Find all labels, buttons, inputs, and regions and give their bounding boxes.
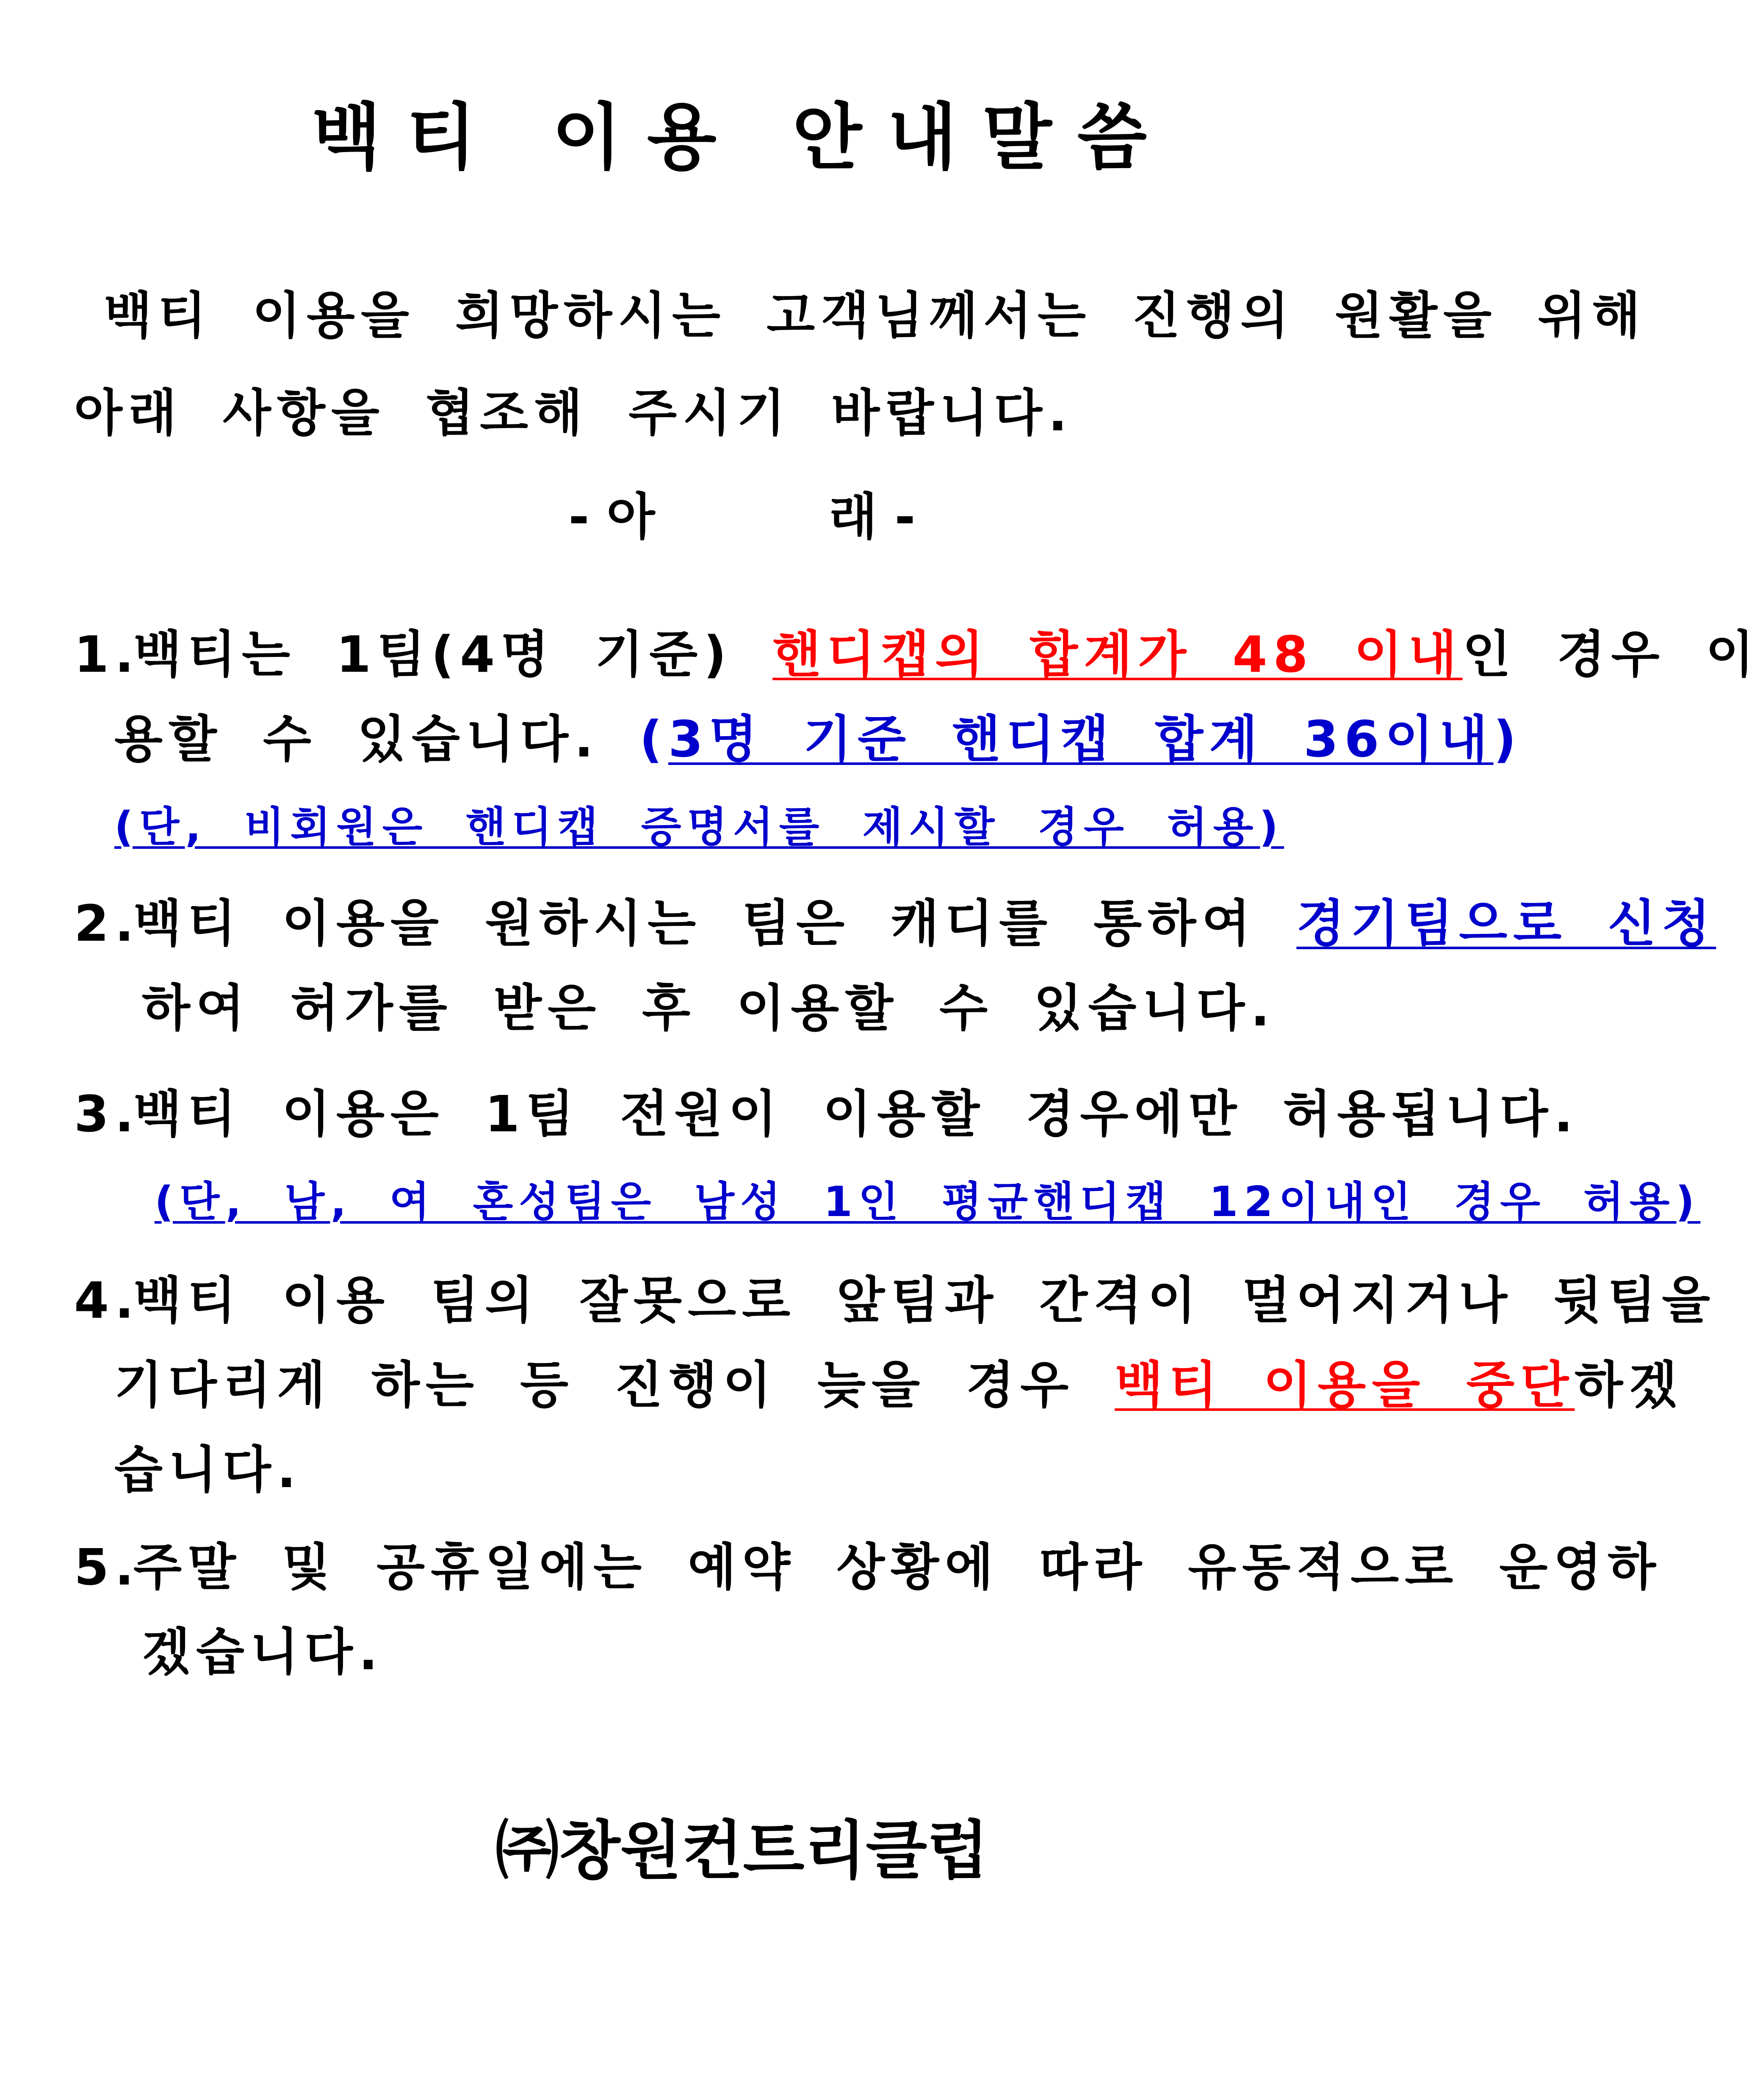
item-number: 5. bbox=[74, 1538, 140, 1596]
item-text: 백티 이용 팀의 잘못으로 앞팀과 간격이 멀어지거나 뒷팀을 bbox=[133, 1271, 1716, 1330]
intro-line-2: 아래 사항을 협조해 주시기 바랍니다. bbox=[74, 384, 1073, 442]
list-item-3 bbox=[74, 1072, 1701, 1244]
item-text: 인 경우 이 bbox=[1462, 625, 1760, 684]
item-5-row-2 bbox=[74, 1610, 1408, 1694]
item-4-row-2 bbox=[74, 1343, 1683, 1427]
item-note: (단, 비회원은 핸디캡 증명서를 제시할 경우 허용) bbox=[114, 803, 1284, 851]
item-2-row-2 bbox=[74, 966, 1408, 1050]
item-number: 1. bbox=[74, 625, 140, 684]
item-text: 백티 이용은 1팀 전원이 이용할 경우에만 허용됩니다. bbox=[133, 1085, 1579, 1143]
item-2-row-1 bbox=[74, 881, 1716, 966]
section-heading: - 아 래 - bbox=[568, 488, 916, 546]
item-text: 겠습니다. bbox=[142, 1623, 384, 1681]
item-1-row-1 bbox=[74, 612, 1760, 697]
item-number: 2. bbox=[74, 894, 140, 953]
highlight-red: 백티 이용을 중단 bbox=[1115, 1356, 1575, 1414]
item-text: 용할 수 있습니다. bbox=[114, 710, 639, 768]
item-text: 하여 허가를 받은 후 이용할 수 있습니다. bbox=[142, 979, 1276, 1037]
item-text: 습니다. bbox=[114, 1441, 302, 1499]
item-text: 백티 이용을 원하시는 팀은 캐디를 통하여 bbox=[133, 894, 1297, 953]
list-item-1 bbox=[74, 612, 1760, 870]
list-item-5 bbox=[74, 1525, 1662, 1694]
intro-paragraph bbox=[74, 267, 1647, 462]
page-title: 백티 이용 안내말씀 bbox=[311, 96, 1173, 180]
item-text: 기다리게 하는 등 진행이 늦을 경우 bbox=[114, 1356, 1115, 1414]
paren-open: ( bbox=[639, 710, 668, 768]
item-number: 4. bbox=[74, 1271, 140, 1330]
item-4-row-1 bbox=[74, 1258, 1716, 1343]
list-item-2 bbox=[74, 881, 1716, 1050]
highlight-red: 핸디캡의 합계가 48 이내 bbox=[772, 625, 1463, 684]
item-1-row-2 bbox=[74, 697, 1522, 781]
item-note: (단, 남, 여 혼성팀은 남성 1인 평균핸디캡 12이내인 경우 허용) bbox=[155, 1178, 1701, 1226]
intro-line-1: 백티 이용을 희망하시는 고객님께서는 진행의 원활을 위해 bbox=[104, 286, 1647, 345]
club-signature: ㈜창원컨트리클럽 bbox=[495, 1814, 989, 1888]
item-3-row-1 bbox=[74, 1072, 1579, 1156]
item-text: 주말 및 공휴일에는 예약 상황에 따라 유동적으로 운영하 bbox=[133, 1538, 1662, 1596]
item-3-row-2 bbox=[74, 1156, 1701, 1244]
item-5-row-1 bbox=[74, 1525, 1662, 1610]
item-text: 하겠 bbox=[1575, 1356, 1683, 1414]
highlight-blue: 경기팀으로 신청 bbox=[1296, 894, 1716, 953]
item-number: 3. bbox=[74, 1085, 140, 1143]
paren-close: ) bbox=[1493, 710, 1522, 768]
item-1-row-3 bbox=[74, 781, 1408, 870]
item-text: 백티는 1팀(4명 기준) bbox=[133, 625, 773, 684]
list-item-4 bbox=[74, 1258, 1716, 1512]
item-4-row-3 bbox=[74, 1427, 1408, 1512]
highlight-blue: 3명 기준 핸디캡 합계 36이내 bbox=[668, 710, 1494, 768]
